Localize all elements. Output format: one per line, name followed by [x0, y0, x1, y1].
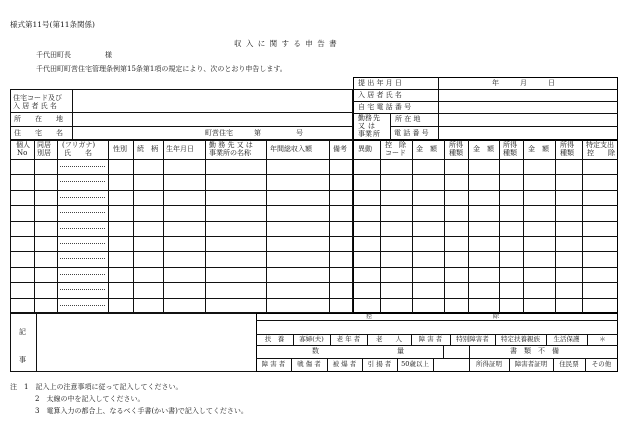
doc-item: その他 [591, 360, 612, 368]
workplace-char-7: 業 [365, 130, 372, 138]
count-title-2: 量 [397, 347, 404, 355]
header-no-1: 個人 [16, 141, 30, 149]
workplace-char-3: 先 [373, 114, 380, 122]
housing-label: 住 宅 名 [14, 129, 63, 137]
code-label-1: 住宅コード及び [13, 94, 62, 102]
phone-label: 自 宅 電 話 番 号 [358, 103, 412, 111]
row-line [353, 205, 618, 206]
deduction-item: 特定扶養親族 [501, 335, 540, 343]
date-label: 提 出 年 月 日 [358, 79, 402, 87]
furigana-dotted-line [60, 181, 105, 182]
count-item: 引 揚 者 [367, 360, 392, 368]
furigana-dotted-line [60, 258, 105, 259]
row-line [353, 221, 618, 222]
header-work-2: 事業所の名称 [209, 149, 251, 157]
deduction-item: 老 人 [376, 335, 402, 343]
deduction-item: 特別障害者 [456, 335, 489, 343]
workplace-char-2: 務 [365, 114, 372, 122]
furigana-dotted-line [60, 289, 105, 290]
header-change: 異動 [358, 145, 372, 153]
count-item: 障 害 者 [261, 360, 286, 368]
form-number: 様式第11号(第11条関係) [10, 20, 95, 29]
deduction-title-2: 除 [493, 313, 500, 320]
row-line [10, 174, 353, 175]
page-title: 収 入 に 関 す る 申 告 書 [234, 39, 338, 48]
header-income-type-1b: 種類 [449, 149, 463, 157]
row-line [353, 174, 618, 175]
deduction-item: 寡婦(夫) [299, 335, 324, 343]
deduction-item: 老 年 者 [336, 335, 361, 343]
deduction-item: ＊ [599, 335, 606, 343]
doc-item: 所得証明 [476, 360, 502, 368]
workplace-char-4: 又 [358, 122, 365, 130]
note-1: 注 1 記入上の注意事項に従って記入してください。 [10, 383, 183, 391]
header-income-type-2a: 所得 [503, 141, 517, 149]
header-deduct-code-2: コード [385, 149, 406, 157]
count-item: 戦 傷 者 [297, 360, 321, 368]
furigana-dotted-line [60, 274, 105, 275]
count-title-1: 数 [312, 347, 319, 355]
header-amount-2: 金 額 [473, 145, 494, 153]
name-label: 入 居 者 氏 名 [358, 91, 402, 99]
row-line [353, 267, 618, 268]
workplace-char-8: 所 [373, 130, 380, 138]
header-amount-3: 金 額 [528, 145, 549, 153]
header-no-2: No [17, 149, 28, 157]
deduction-item: 障 害 者 [418, 335, 443, 343]
header-amount-1: 金 額 [416, 145, 437, 153]
code-label-2: 入 居 者 氏 名 [13, 102, 57, 110]
header-name-2: 氏 名 [64, 149, 92, 157]
header-special-1: 特定支出 [586, 141, 614, 149]
row-line [10, 190, 353, 191]
row-line [10, 236, 353, 237]
date-field[interactable]: 年 月 日 [492, 79, 555, 87]
work-address-label: 所 在 地 [395, 115, 421, 123]
header-same-1: 同居 [37, 141, 51, 149]
row-line [353, 251, 618, 252]
workplace-char-1: 勤 [358, 114, 365, 122]
row-line [10, 221, 353, 222]
row-line [10, 205, 353, 206]
header-income-type-3a: 所得 [560, 141, 574, 149]
count-divider [433, 358, 434, 372]
header-birth: 生年月日 [166, 145, 194, 153]
furigana-dotted-line [60, 197, 105, 198]
header-income-type-1a: 所得 [449, 141, 463, 149]
deduction-item: 生活保護 [553, 335, 580, 343]
header-income-type-2b: 種類 [503, 149, 517, 157]
addressee-suffix: 様 [105, 51, 112, 59]
header-remarks: 備考 [333, 145, 347, 153]
workplace-char-5: は [368, 122, 375, 130]
docs-title: 書 類 不 備 [510, 347, 559, 355]
furigana-dotted-line [60, 228, 105, 229]
furigana-dotted-line [60, 166, 105, 167]
remarks-label-2: 事 [19, 356, 26, 364]
row-line [10, 298, 353, 299]
addressee: 千代田町長 [36, 51, 71, 59]
header-income: 年間総収入額 [270, 145, 312, 153]
header-sex: 性別 [113, 145, 127, 153]
member-table-right [353, 140, 618, 313]
header-same-2: 別居 [37, 149, 51, 157]
address-label: 所 在 地 [14, 115, 63, 123]
row-line [10, 282, 353, 283]
count-item: 50歳以上 [401, 360, 429, 368]
workplace-char-6: 事 [358, 130, 365, 138]
header-relation: 続 柄 [137, 145, 158, 153]
header-work-1: 勤 務 先 又 は [209, 141, 253, 149]
furigana-dotted-line [60, 243, 105, 244]
note-2: 2 太線の中を記入してください。 [35, 395, 145, 403]
row-line [353, 190, 618, 191]
row-line [353, 282, 618, 283]
deduction-item: 扶 養 [264, 335, 285, 343]
remarks-label-1: 記 [19, 328, 26, 336]
row-line [10, 251, 353, 252]
row-line [353, 236, 618, 237]
intro-text: 千代田町町営住宅管理条例第15条第1項の規定により、次のとおり申告します。 [36, 65, 287, 73]
furigana-dotted-line [60, 305, 105, 306]
header-special-2: 控 除 [587, 149, 615, 157]
doc-item: 住民票 [559, 360, 579, 368]
doc-item: 障害者証明 [514, 360, 548, 368]
note-3: 3 電算入力の都合上、なるべく手書(かい書)で記入してください。 [35, 407, 248, 415]
work-phone-label: 電 話 番 号 [394, 129, 429, 137]
furigana-dotted-line [60, 212, 105, 213]
header-income-type-3b: 種類 [560, 149, 574, 157]
housing-value[interactable]: 町営住宅 第 号 [205, 129, 303, 137]
count-item: 被 爆 者 [332, 360, 357, 368]
header-deduct-code-1: 控 除 [385, 141, 406, 149]
header-name-1: (フリガナ) [62, 141, 96, 149]
row-line [10, 267, 353, 268]
deduction-title-1: 控 [366, 313, 373, 320]
row-line [353, 298, 618, 299]
